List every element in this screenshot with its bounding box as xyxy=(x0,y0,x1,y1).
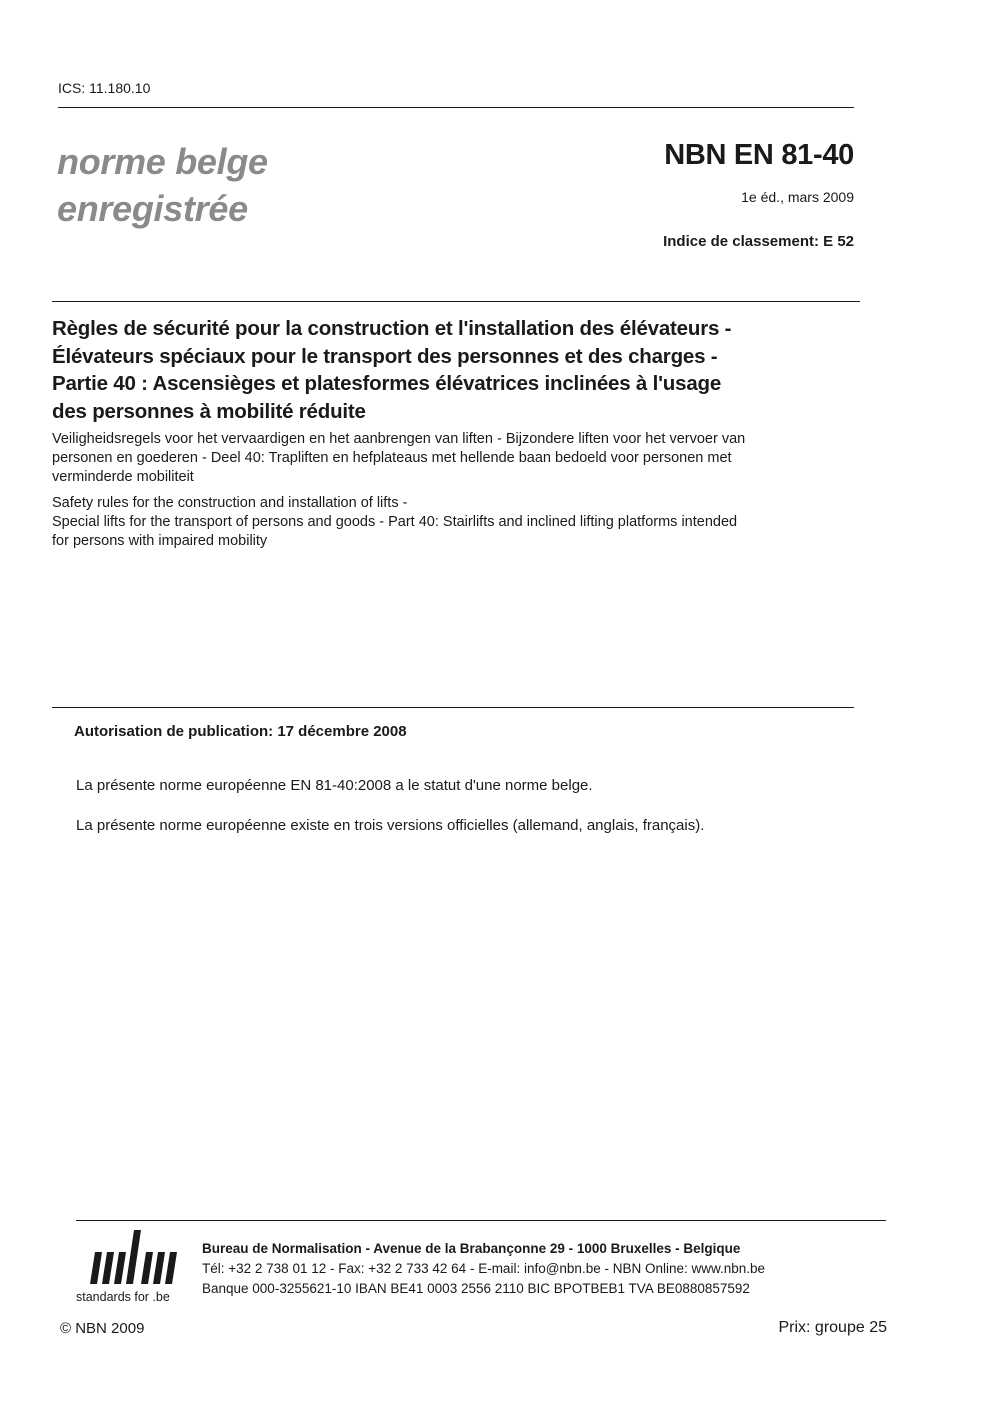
title-french-line: Partie 40 : Ascensièges et platesformes élévatrices inclinées à l'usage xyxy=(52,372,722,395)
title-french xyxy=(52,315,852,425)
publication-authorization: Autorisation de publication: 17 décembre 2008 xyxy=(74,723,407,740)
header-divider xyxy=(58,107,854,108)
brand-title-line2: enregistrée xyxy=(57,188,248,229)
title-english-line: for persons with impaired mobility xyxy=(52,533,268,549)
title-french-line: Règles de sécurité pour la construction et l'installation des élévateurs - xyxy=(52,317,732,340)
title-english-line: Special lifts for the transport of persons and goods - Part 40: Stairlifts and inclined lifting platforms intended xyxy=(52,514,738,530)
bank-details: Banque 000-3255621-10 IBAN BE41 0003 2556 2110 BIC BPOTBEB1 TVA BE0880857592 xyxy=(202,1281,750,1296)
brand-title-line1: norme belge xyxy=(57,141,268,182)
title-dutch-line: personen en goederen - Deel 40: Trapliften en hefplateaus met hellende baan bedoeld voor personen met xyxy=(52,450,732,466)
body-divider xyxy=(52,707,854,708)
organization-address: Bureau de Normalisation - Avenue de la Brabançonne 29 - 1000 Bruxelles - Belgique xyxy=(202,1241,741,1256)
copyright: © NBN 2009 xyxy=(60,1320,145,1337)
title-divider xyxy=(52,301,860,302)
footer-divider xyxy=(76,1220,886,1221)
contact-details: Tél: +32 2 738 01 12 - Fax: +32 2 733 42 64 - E-mail: info@nbn.be - NBN Online: www.nbn.be xyxy=(202,1261,766,1276)
title-english xyxy=(52,494,737,551)
logo-tagline: standards for .be xyxy=(76,1290,170,1304)
versions-paragraph: La présente norme européenne existe en trois versions officielles (allemand, anglais, français). xyxy=(76,817,705,834)
classification-index: Indice de classement: E 52 xyxy=(663,233,854,250)
title-english-line: Safety rules for the construction and installation of lifts - xyxy=(52,495,408,511)
standard-number: NBN EN 81-40 xyxy=(664,139,854,171)
nbn-logo-mark xyxy=(90,1230,177,1284)
price-group: Prix: groupe 25 xyxy=(778,1319,887,1336)
status-paragraph: La présente norme européenne EN 81-40:2008 a le statut d'une norme belge. xyxy=(76,777,593,794)
nbn-logo xyxy=(76,1230,186,1310)
title-dutch xyxy=(52,430,745,487)
edition-date: 1e éd., mars 2009 xyxy=(741,189,854,205)
title-french-line: des personnes à mobilité réduite xyxy=(52,399,366,423)
title-dutch-line: verminderde mobiliteit xyxy=(52,469,194,485)
title-dutch-line: Veiligheidsregels voor het vervaardigen en het aanbrengen van liften - Bijzondere liften voor het vervoer van xyxy=(52,431,746,447)
title-french-line: Élévateurs spéciaux pour le transport des personnes et des charges - xyxy=(52,344,718,368)
ics-code: ICS: 11.180.10 xyxy=(58,80,151,96)
